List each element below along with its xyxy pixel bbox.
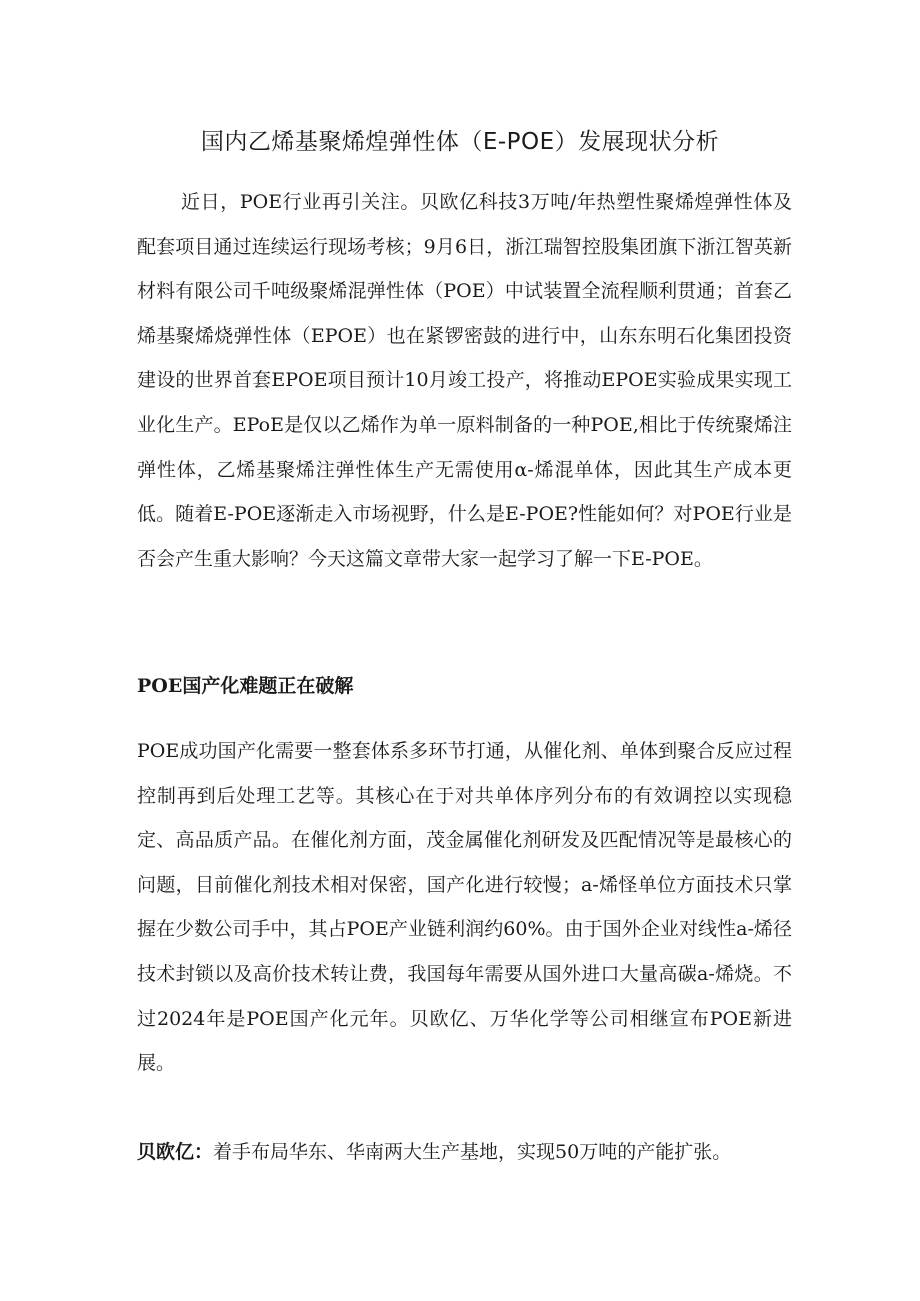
company-label: 贝欧亿： xyxy=(137,1141,214,1163)
section-heading: POE国产化难题正在破解 xyxy=(137,675,354,697)
company-text: 着手布局华东、华南两大生产基地，实现50万吨的产能扩张。 xyxy=(213,1141,732,1163)
section-body-paragraph: POE成功国产化需要一整套体系多环节打通，从催化剂、单体到聚合反应过程控制再到后处理工艺等。其核心在于对共单体序列分布的有效调控以实现稳定、高品质产品。在催化剂方面，茂金属催化剂研发及匹配情况等是最核心的问题，目前催化剂技术相对保密，国产化进行较慢；a-烯怪单位方面技术只掌握在少数公司手中，其占POE产业链利润约60%。由于国外企业对线性a-烯径技术封锁以及高价技术转让费，我国每年需要从国外进口大量高碳a-烯烧。不过2024年是POE国产化元年。贝欧亿、万华化学等公司相继宣布POE新进展。 xyxy=(137,740,792,1075)
document-title: 国内乙烯基聚烯煌弹性体（E-POE）发展现状分析 xyxy=(200,129,720,155)
intro-paragraph: 近日，POE行业再引关注。贝欧亿科技3万吨/年热塑性聚烯煌弹性体及配套项目通过连续运行现场考核；9月6日，浙江瑞智控股集团旗下浙江智英新材料有限公司千吨级聚烯混弹性体（POE）中试装置全流程顺利贯通；首套乙烯基聚烯烧弹性体（EPOE）也在紧锣密鼓的进行中，山东东明石化集团投资建设的世界首套EPOE项目预计10月竣工投产，将推动EPOE实验成果实现工业化生产。EPoE是仅以乙烯作为单一原料制备的一种POE,相比于传统聚烯注弹性体，乙烯基聚烯注弹性体生产无需使用α-烯混单体，因此其生产成本更低。随着E-POE逐渐走入市场视野，什么是E-POE?性能如何？对POE行业是否会产生重大影响？今天这篇文章带大家一起学习了解一下E-POE。 xyxy=(137,191,792,570)
company-paragraph xyxy=(137,1130,837,1174)
